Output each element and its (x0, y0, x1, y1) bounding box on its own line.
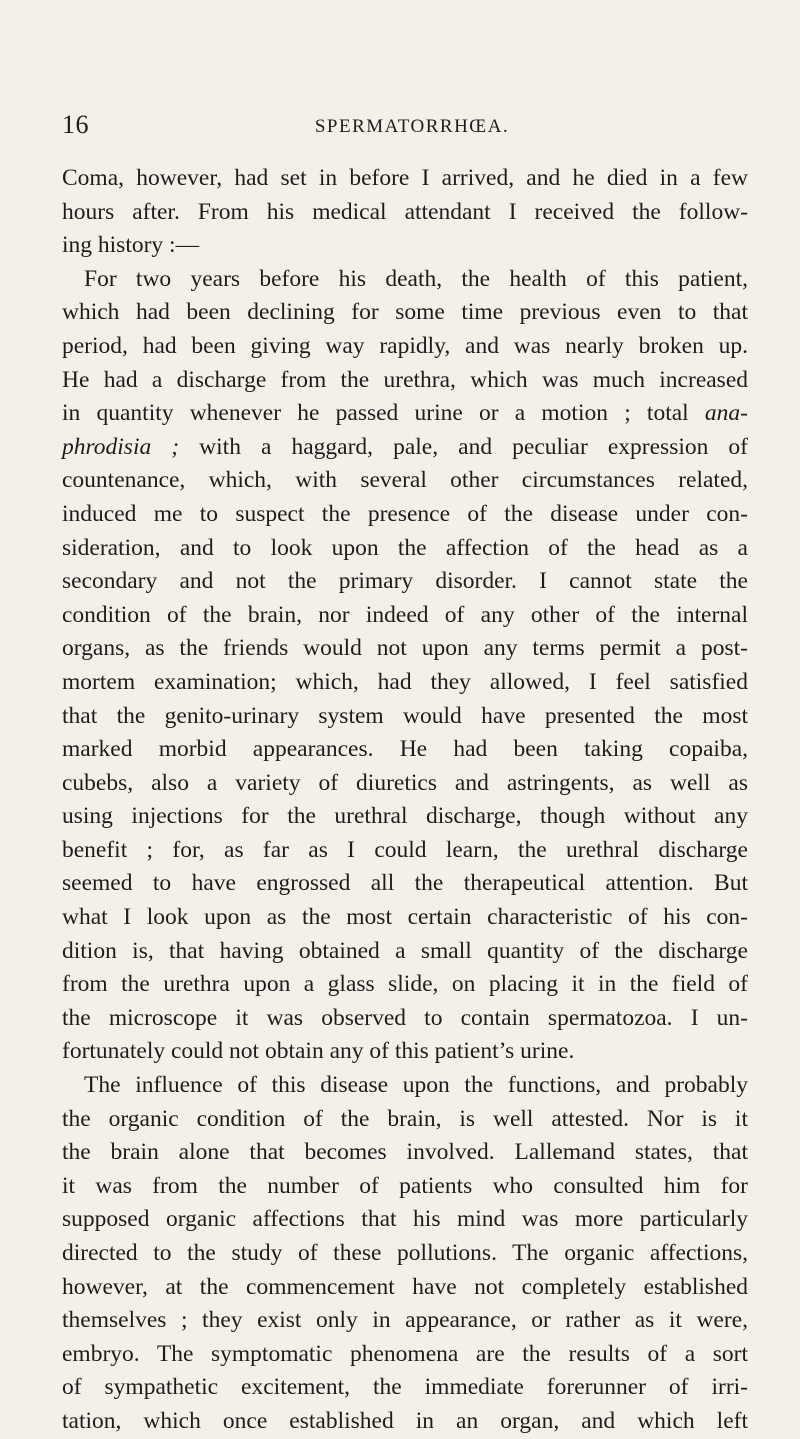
text-line: the brain alone that becomes involved. Lallemand states, that (62, 1139, 748, 1166)
text-line: embryo. The symptomatic phenomena are the results of a sort (62, 1340, 748, 1367)
text-line: seemed to have engrossed all the therapeutical attention. But (62, 870, 748, 897)
text-line: induced me to suspect the presence of the disease under con- (62, 500, 748, 527)
italic-term: ana- (704, 400, 748, 427)
text-fragment: with a haggard, pale, and peculiar expression of (199, 433, 748, 460)
page-number: 16 (62, 110, 89, 139)
text-line: marked morbid appearances. He had been taking copaiba, (62, 736, 748, 763)
text-line: using injections for the urethral discharge, though without any (62, 803, 748, 830)
text-line: the microscope it was observed to contain spermatozoa. I un- (62, 1004, 748, 1031)
text-line: supposed organic affections that his mind was more particularly (62, 1206, 748, 1233)
text-line: dition is, that having obtained a small quantity of the discharge (62, 937, 748, 964)
text-line: however, at the commencement have not completely established (62, 1273, 748, 1300)
text-line: mortem examination; which, had they allowed, I feel satisfied (62, 668, 748, 695)
text-line: condition of the brain, nor indeed of any other of the internal (62, 601, 748, 628)
text-line: hours after. From his medical attendant I received the follow- (62, 198, 748, 225)
text-line: themselves ; they exist only in appearance, or rather as it were, (62, 1307, 748, 1334)
text-line: that the genito-urinary system would have presented the most (62, 702, 748, 729)
text-line (62, 397, 748, 431)
text-line: tation, which once established in an organ, and which left (62, 1407, 748, 1434)
text-line: fortunately could not obtain any of this patient’s urine. (62, 1038, 575, 1065)
text-line: Coma, however, had set in before I arrived, and he died in a few (62, 165, 748, 191)
text-line: sideration, and to look upon the affection of the head as a (62, 534, 748, 561)
text-line: the organic condition of the brain, is well attested. Nor is it (62, 1105, 748, 1132)
running-title: SPERMATORRHŒA. (314, 116, 510, 137)
text-line: what I look upon as the most certain characteristic of his con- (62, 904, 748, 931)
text-line: cubebs, also a variety of diuretics and astringents, as well as (62, 769, 748, 796)
text-line: it was from the number of patients who consulted him for (62, 1172, 748, 1199)
text-line: countenance, which, with several other circumstances related, (62, 467, 748, 494)
text-line: of sympathetic excitement, the immediate forerunner of irri- (62, 1374, 748, 1401)
text-line: organs, as the friends would not upon any terms permit a post- (62, 635, 748, 662)
body-text (62, 162, 748, 1439)
text-line: directed to the study of these pollutions. The organic affections, (62, 1240, 748, 1266)
text-line: from the urethra upon a glass slide, on placing it in the field of (62, 971, 748, 998)
text-line (62, 431, 748, 465)
text-line: For two years before his death, the health of this patient, (84, 265, 748, 292)
text-line: The influence of this disease upon the functions, and probably (84, 1072, 748, 1099)
text-fragment: in quantity whenever he passed urine or a motion ; total (62, 400, 689, 427)
text-line: benefit ; for, as far as I could learn, the urethral discharge (62, 836, 748, 863)
text-line: period, had been giving way rapidly, and was nearly broken up. (62, 332, 748, 359)
italic-term: phrodisia ; (62, 433, 180, 460)
text-line: which had been declining for some time previous even to that (62, 299, 748, 326)
text-line: ing history :— (62, 232, 200, 259)
text-line: secondary and not the primary disorder. I cannot state the (62, 568, 748, 595)
text-line: He had a discharge from the urethra, which was much increased (62, 366, 748, 393)
